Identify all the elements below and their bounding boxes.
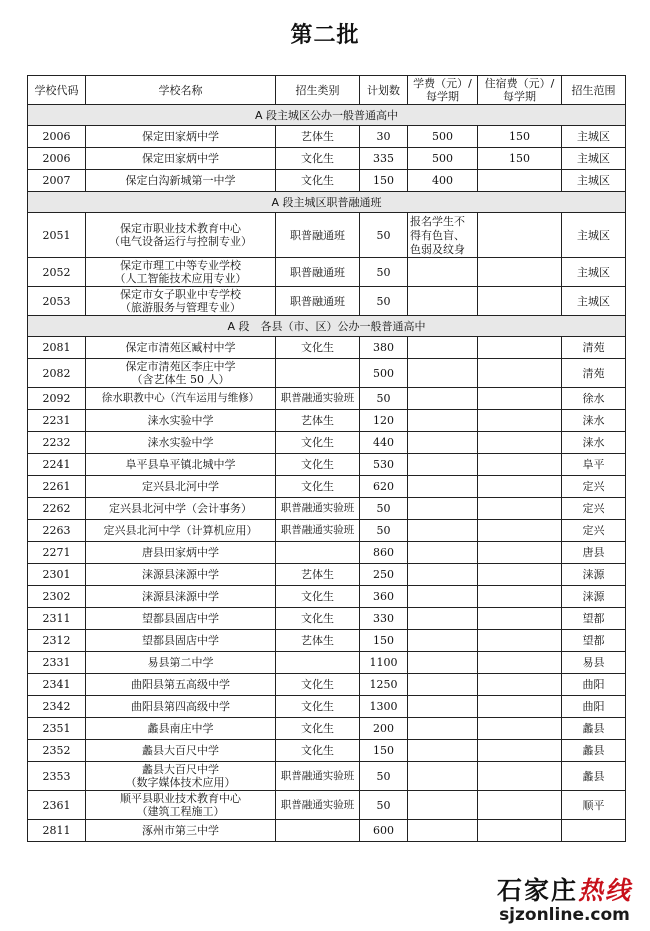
tuition-fee — [408, 498, 478, 520]
plan-count: 380 — [360, 337, 408, 359]
section-label: A 段主城区公办一般普通高中 — [28, 105, 626, 126]
table-row — [28, 608, 626, 630]
school-name: 保定市理工中等专业学校 （人工智能技术应用专业） — [86, 258, 276, 287]
lodging-fee — [478, 586, 562, 608]
plan-count: 50 — [360, 762, 408, 791]
plan-count: 500 — [360, 359, 408, 388]
enroll-type: 文化生 — [276, 696, 360, 718]
column-header: 学费（元）/ 每学期 — [408, 76, 478, 105]
plan-count: 860 — [360, 542, 408, 564]
table-row — [28, 476, 626, 498]
school-name: 曲阳县第四高级中学 — [86, 696, 276, 718]
school-name: 唐县田家炳中学 — [86, 542, 276, 564]
school-code: 2361 — [28, 791, 86, 820]
enroll-type — [276, 652, 360, 674]
tuition-fee — [408, 696, 478, 718]
column-header: 学校代码 — [28, 76, 86, 105]
school-code: 2092 — [28, 388, 86, 410]
tuition-fee — [408, 762, 478, 791]
lodging-fee — [478, 718, 562, 740]
enroll-scope: 曲阳 — [562, 696, 626, 718]
enroll-type: 职普融通实验班 — [276, 498, 360, 520]
enroll-scope: 主城区 — [562, 258, 626, 287]
plan-count: 200 — [360, 718, 408, 740]
enroll-scope: 唐县 — [562, 542, 626, 564]
enroll-type: 艺体生 — [276, 564, 360, 586]
enroll-scope: 易县 — [562, 652, 626, 674]
school-code: 2051 — [28, 213, 86, 258]
plan-count: 600 — [360, 820, 408, 842]
plan-count: 50 — [360, 287, 408, 316]
table-header-row — [28, 76, 626, 105]
watermark-cn-red: 热线 — [577, 876, 632, 905]
plan-count: 1300 — [360, 696, 408, 718]
tuition-fee: 400 — [408, 170, 478, 192]
school-name: 保定市清苑区李庄中学 （含艺体生 50 人） — [86, 359, 276, 388]
enroll-type: 文化生 — [276, 674, 360, 696]
tuition-fee — [408, 476, 478, 498]
table-row — [28, 564, 626, 586]
lodging-fee: 150 — [478, 148, 562, 170]
school-name: 蠡县南庄中学 — [86, 718, 276, 740]
enroll-type: 职普融通实验班 — [276, 762, 360, 791]
school-name: 曲阳县第五高级中学 — [86, 674, 276, 696]
tuition-fee — [408, 542, 478, 564]
plan-count: 335 — [360, 148, 408, 170]
enroll-scope: 蠡县 — [562, 740, 626, 762]
school-name: 保定市职业技术教育中心 （电气设备运行与控制专业） — [86, 213, 276, 258]
school-code: 2232 — [28, 432, 86, 454]
table-row — [28, 337, 626, 359]
school-code: 2341 — [28, 674, 86, 696]
column-header: 招生范围 — [562, 76, 626, 105]
lodging-fee — [478, 454, 562, 476]
enroll-scope: 徐水 — [562, 388, 626, 410]
school-code: 2007 — [28, 170, 86, 192]
tuition-fee — [408, 674, 478, 696]
enroll-type — [276, 542, 360, 564]
lodging-fee — [478, 337, 562, 359]
plan-count: 50 — [360, 498, 408, 520]
school-code: 2301 — [28, 564, 86, 586]
lodging-fee: 150 — [478, 126, 562, 148]
school-name: 蠡县大百尺中学 （数字媒体技术应用） — [86, 762, 276, 791]
column-header: 计划数 — [360, 76, 408, 105]
enroll-type — [276, 359, 360, 388]
school-name: 阜平县阜平镇北城中学 — [86, 454, 276, 476]
enroll-scope: 蠡县 — [562, 718, 626, 740]
table-row — [28, 652, 626, 674]
enroll-scope: 蠡县 — [562, 762, 626, 791]
lodging-fee — [478, 410, 562, 432]
table-row — [28, 388, 626, 410]
table-row — [28, 674, 626, 696]
enroll-scope: 主城区 — [562, 287, 626, 316]
table-row — [28, 520, 626, 542]
section-row — [28, 316, 626, 337]
school-name: 望都县固店中学 — [86, 608, 276, 630]
lodging-fee — [478, 791, 562, 820]
enroll-scope: 曲阳 — [562, 674, 626, 696]
plan-count: 150 — [360, 170, 408, 192]
column-header: 住宿费（元）/ 每学期 — [478, 76, 562, 105]
tuition-fee: 500 — [408, 126, 478, 148]
enroll-type: 文化生 — [276, 170, 360, 192]
tuition-fee — [408, 718, 478, 740]
tuition-fee: 500 — [408, 148, 478, 170]
plan-count: 1250 — [360, 674, 408, 696]
section-row — [28, 192, 626, 213]
plan-count: 120 — [360, 410, 408, 432]
section-label: A 段主城区职普融通班 — [28, 192, 626, 213]
table-row — [28, 820, 626, 842]
table-row — [28, 740, 626, 762]
school-code: 2082 — [28, 359, 86, 388]
table-row — [28, 498, 626, 520]
lodging-fee — [478, 476, 562, 498]
table-row — [28, 454, 626, 476]
school-name: 望都县固店中学 — [86, 630, 276, 652]
table-row — [28, 410, 626, 432]
school-code: 2231 — [28, 410, 86, 432]
table-row — [28, 630, 626, 652]
enroll-type: 文化生 — [276, 454, 360, 476]
enroll-scope: 涞水 — [562, 410, 626, 432]
plan-count: 440 — [360, 432, 408, 454]
school-name: 定兴县北河中学（会计事务） — [86, 498, 276, 520]
enroll-type: 文化生 — [276, 432, 360, 454]
school-name: 保定白沟新城第一中学 — [86, 170, 276, 192]
plan-count: 360 — [360, 586, 408, 608]
school-code: 2271 — [28, 542, 86, 564]
plan-count: 50 — [360, 258, 408, 287]
lodging-fee — [478, 762, 562, 791]
school-code: 2352 — [28, 740, 86, 762]
section-row — [28, 105, 626, 126]
school-code: 2353 — [28, 762, 86, 791]
enroll-scope: 涞水 — [562, 432, 626, 454]
table-row — [28, 148, 626, 170]
watermark-cn-dark: 石家庄 — [496, 876, 578, 905]
enroll-scope: 主城区 — [562, 170, 626, 192]
enroll-type: 文化生 — [276, 476, 360, 498]
table-row — [28, 213, 626, 258]
lodging-fee — [478, 674, 562, 696]
school-code: 2262 — [28, 498, 86, 520]
plan-count: 1100 — [360, 652, 408, 674]
school-code: 2006 — [28, 126, 86, 148]
school-name: 涿州市第三中学 — [86, 820, 276, 842]
plan-count: 50 — [360, 388, 408, 410]
tuition-fee — [408, 359, 478, 388]
tuition-fee — [408, 652, 478, 674]
school-code: 2052 — [28, 258, 86, 287]
enroll-scope: 定兴 — [562, 498, 626, 520]
plan-count: 50 — [360, 213, 408, 258]
school-name: 易县第二中学 — [86, 652, 276, 674]
school-code: 2351 — [28, 718, 86, 740]
school-code: 2811 — [28, 820, 86, 842]
enroll-type: 文化生 — [276, 718, 360, 740]
table-row — [28, 170, 626, 192]
tuition-fee — [408, 287, 478, 316]
column-header: 招生类别 — [276, 76, 360, 105]
enroll-scope: 涞源 — [562, 586, 626, 608]
tuition-fee — [408, 388, 478, 410]
table-row — [28, 359, 626, 388]
school-code: 2263 — [28, 520, 86, 542]
lodging-fee — [478, 630, 562, 652]
plan-count: 30 — [360, 126, 408, 148]
plan-count: 150 — [360, 740, 408, 762]
lodging-fee — [478, 652, 562, 674]
lodging-fee — [478, 287, 562, 316]
enroll-type: 艺体生 — [276, 630, 360, 652]
tuition-fee — [408, 630, 478, 652]
school-code: 2053 — [28, 287, 86, 316]
enroll-type: 文化生 — [276, 740, 360, 762]
tuition-fee — [408, 454, 478, 476]
lodging-fee — [478, 432, 562, 454]
enroll-scope: 清苑 — [562, 337, 626, 359]
school-name: 涞水实验中学 — [86, 432, 276, 454]
school-code: 2081 — [28, 337, 86, 359]
enroll-type: 职普融通班 — [276, 287, 360, 316]
enroll-scope — [562, 820, 626, 842]
enroll-type: 职普融通班 — [276, 258, 360, 287]
tuition-fee — [408, 432, 478, 454]
school-name: 定兴县北河中学（计算机应用） — [86, 520, 276, 542]
enroll-scope: 主城区 — [562, 213, 626, 258]
school-name: 顺平县职业技术教育中心 （建筑工程施工） — [86, 791, 276, 820]
table-row — [28, 126, 626, 148]
enroll-type: 文化生 — [276, 608, 360, 630]
school-code: 2312 — [28, 630, 86, 652]
enroll-type: 文化生 — [276, 337, 360, 359]
school-name: 保定市清苑区臧村中学 — [86, 337, 276, 359]
school-name: 涞源县涞源中学 — [86, 564, 276, 586]
lodging-fee — [478, 820, 562, 842]
school-name: 蠡县大百尺中学 — [86, 740, 276, 762]
enroll-scope: 涞源 — [562, 564, 626, 586]
lodging-fee — [478, 213, 562, 258]
enroll-type: 文化生 — [276, 148, 360, 170]
table-row — [28, 586, 626, 608]
school-name: 徐水职教中心（汽车运用与维修） — [86, 388, 276, 410]
enroll-type: 职普融通实验班 — [276, 791, 360, 820]
table-row — [28, 762, 626, 791]
plan-count: 50 — [360, 520, 408, 542]
tuition-fee — [408, 337, 478, 359]
enroll-scope: 望都 — [562, 608, 626, 630]
enroll-type: 文化生 — [276, 586, 360, 608]
table-row — [28, 287, 626, 316]
school-code: 2342 — [28, 696, 86, 718]
plan-count: 330 — [360, 608, 408, 630]
tuition-fee — [408, 608, 478, 630]
school-code: 2241 — [28, 454, 86, 476]
enroll-scope: 阜平 — [562, 454, 626, 476]
enroll-scope: 主城区 — [562, 148, 626, 170]
tuition-fee — [408, 410, 478, 432]
lodging-fee — [478, 258, 562, 287]
table-row — [28, 542, 626, 564]
lodging-fee — [478, 170, 562, 192]
school-name: 涞源县涞源中学 — [86, 586, 276, 608]
school-code: 2331 — [28, 652, 86, 674]
admission-table — [27, 75, 626, 842]
column-header: 学校名称 — [86, 76, 276, 105]
table-row — [28, 718, 626, 740]
plan-count: 620 — [360, 476, 408, 498]
school-name: 保定田家炳中学 — [86, 148, 276, 170]
lodging-fee — [478, 498, 562, 520]
enroll-scope: 清苑 — [562, 359, 626, 388]
enroll-scope: 望都 — [562, 630, 626, 652]
watermark-logo — [497, 871, 632, 925]
enroll-type: 艺体生 — [276, 410, 360, 432]
table-row — [28, 696, 626, 718]
enroll-type — [276, 820, 360, 842]
lodging-fee — [478, 542, 562, 564]
school-code: 2261 — [28, 476, 86, 498]
table-row — [28, 258, 626, 287]
tuition-fee: 报名学生不 得有色盲、 色弱及纹身 — [408, 213, 478, 258]
enroll-type: 艺体生 — [276, 126, 360, 148]
tuition-fee — [408, 791, 478, 820]
plan-count: 50 — [360, 791, 408, 820]
school-name: 保定市女子职业中专学校 （旅游服务与管理专业） — [86, 287, 276, 316]
lodging-fee — [478, 520, 562, 542]
school-name: 保定田家炳中学 — [86, 126, 276, 148]
lodging-fee — [478, 564, 562, 586]
plan-count: 150 — [360, 630, 408, 652]
enroll-type: 职普融通实验班 — [276, 520, 360, 542]
school-code: 2302 — [28, 586, 86, 608]
tuition-fee — [408, 258, 478, 287]
tuition-fee — [408, 564, 478, 586]
section-label: A 段 各县（市、区）公办一般普通高中 — [28, 316, 626, 337]
table-row — [28, 432, 626, 454]
school-code: 2006 — [28, 148, 86, 170]
school-name: 涞水实验中学 — [86, 410, 276, 432]
tuition-fee — [408, 820, 478, 842]
lodging-fee — [478, 608, 562, 630]
enroll-type: 职普融通班 — [276, 213, 360, 258]
watermark-url: sjzonline.com — [499, 905, 630, 925]
school-code: 2311 — [28, 608, 86, 630]
enroll-scope: 顺平 — [562, 791, 626, 820]
enroll-type: 职普融通实验班 — [276, 388, 360, 410]
enroll-scope: 主城区 — [562, 126, 626, 148]
enroll-scope: 定兴 — [562, 476, 626, 498]
school-name: 定兴县北河中学 — [86, 476, 276, 498]
enroll-scope: 定兴 — [562, 520, 626, 542]
plan-count: 530 — [360, 454, 408, 476]
table-row — [28, 791, 626, 820]
lodging-fee — [478, 696, 562, 718]
tuition-fee — [408, 586, 478, 608]
plan-count: 250 — [360, 564, 408, 586]
lodging-fee — [478, 388, 562, 410]
lodging-fee — [478, 740, 562, 762]
tuition-fee — [408, 520, 478, 542]
tuition-fee — [408, 740, 478, 762]
lodging-fee — [478, 359, 562, 388]
page-title: 第二批 — [290, 22, 360, 48]
